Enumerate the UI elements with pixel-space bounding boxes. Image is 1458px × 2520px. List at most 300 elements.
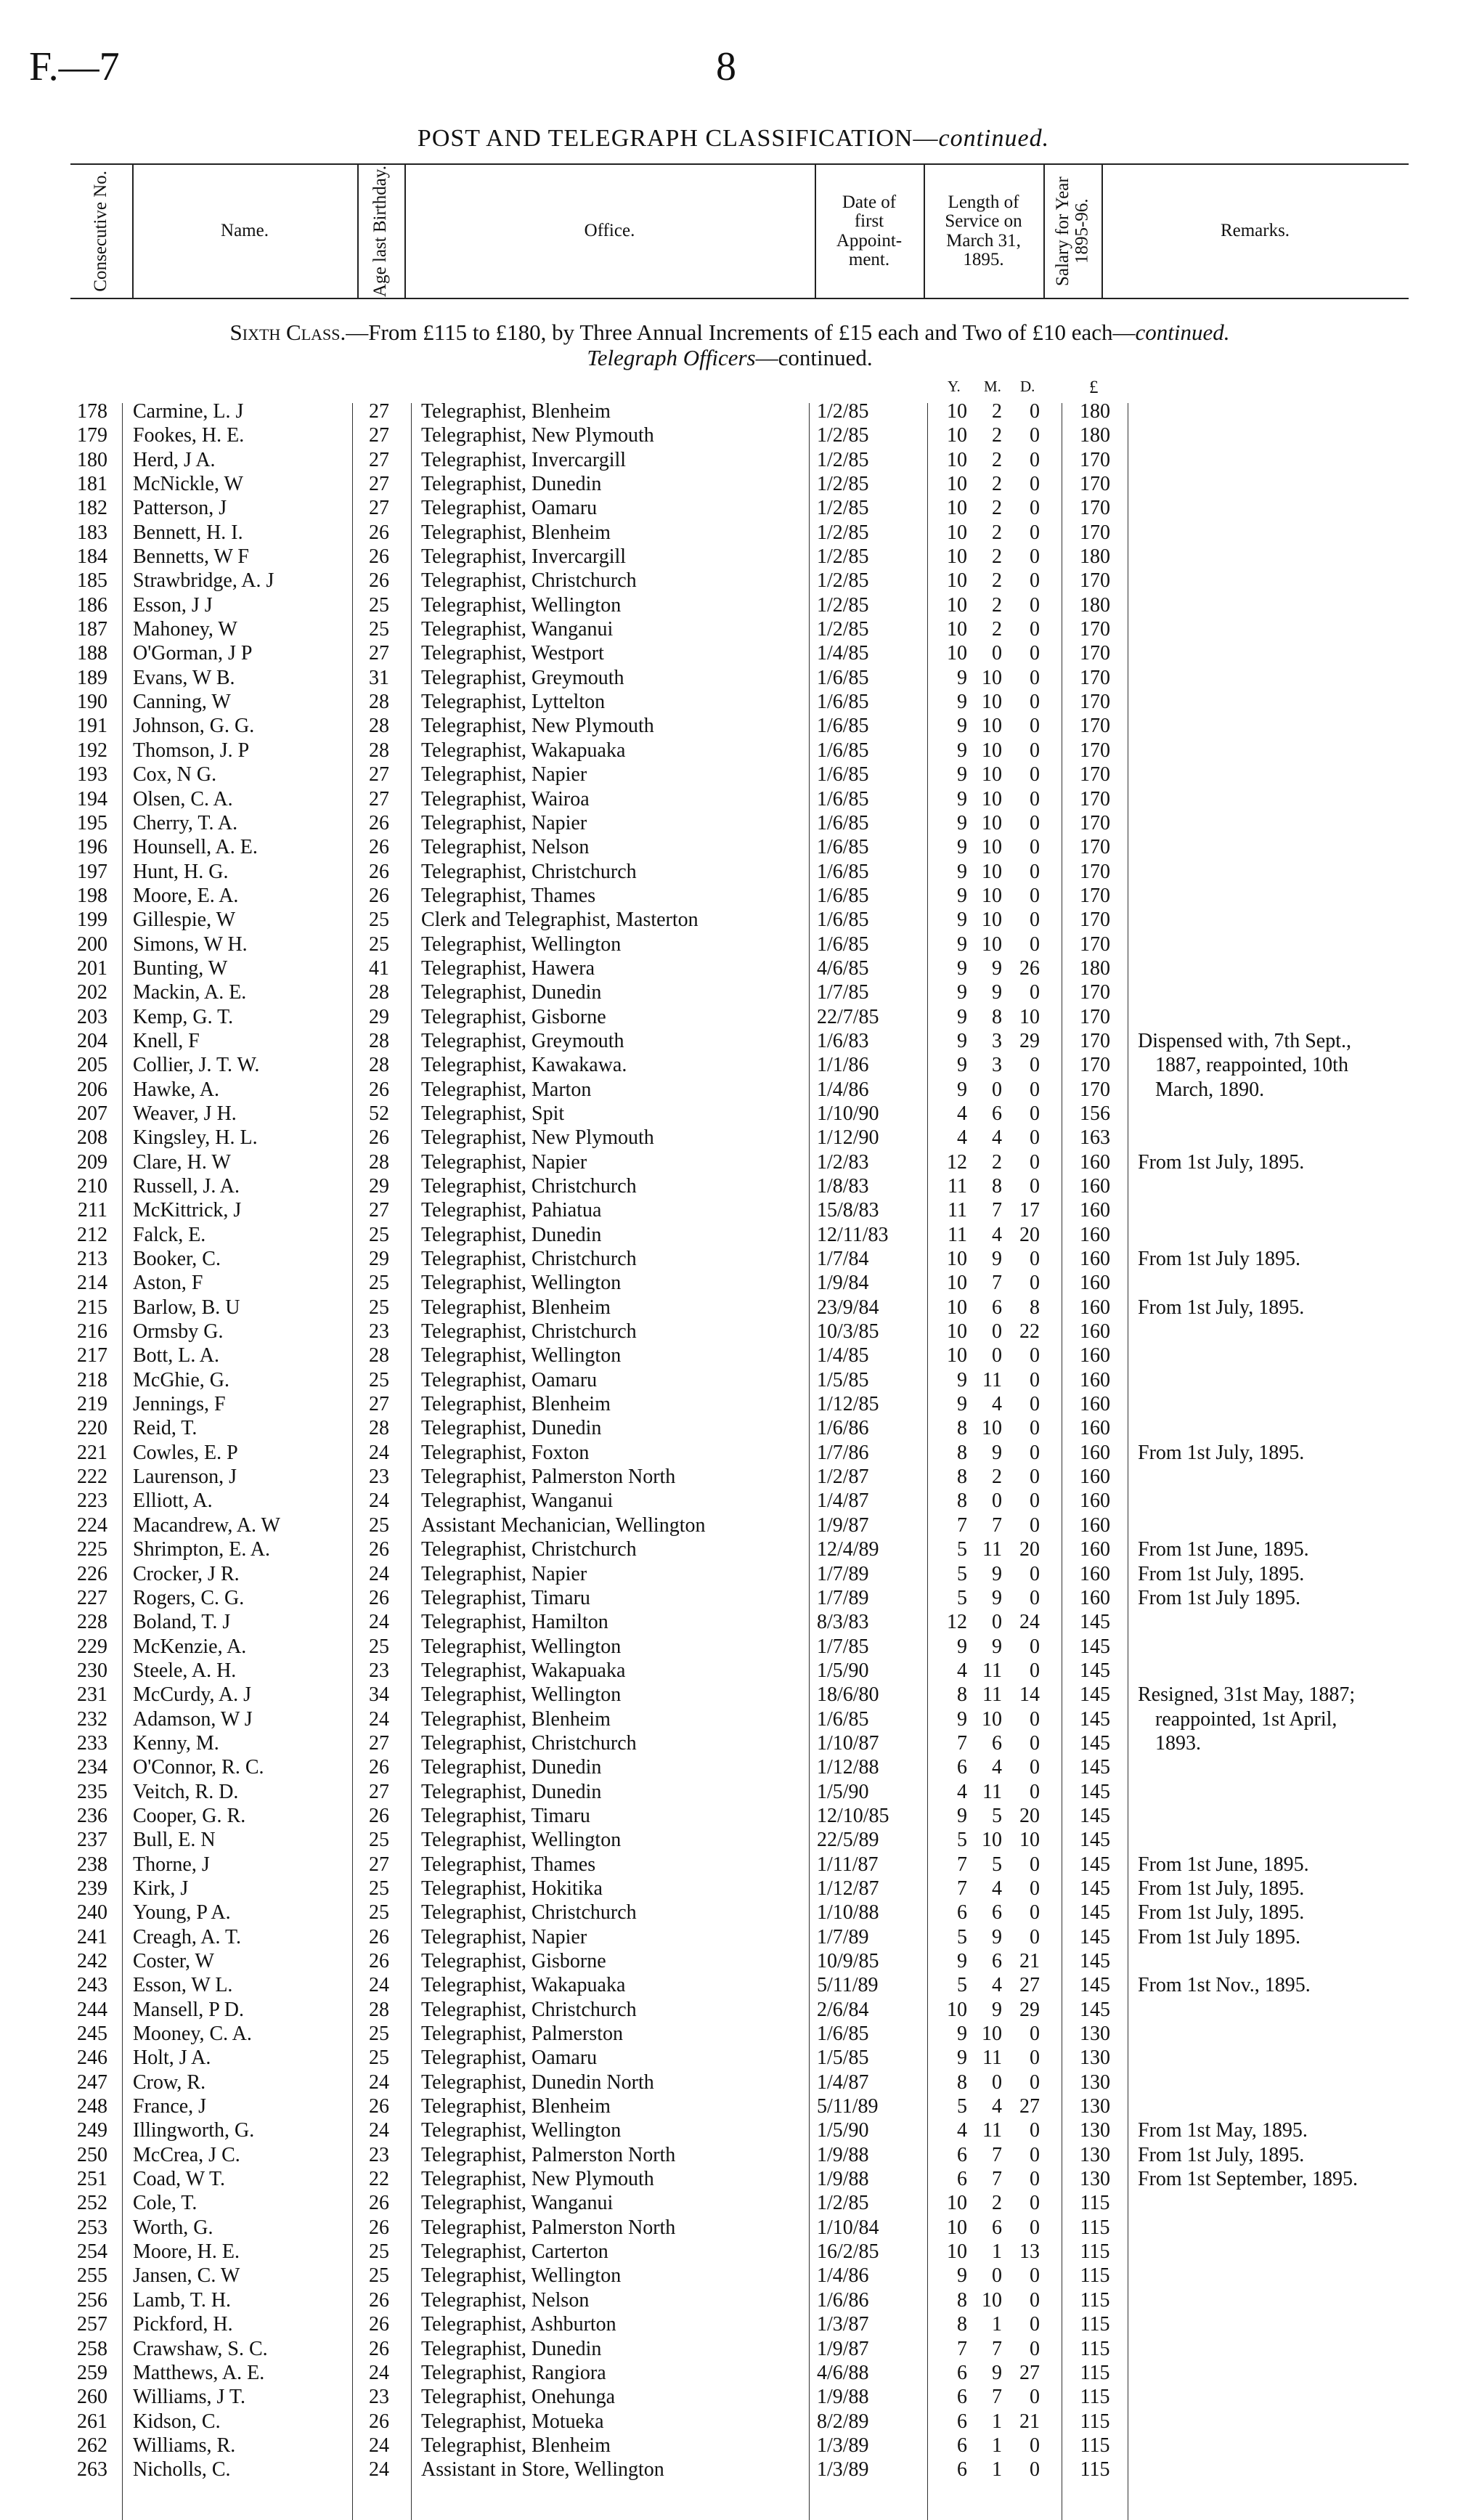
class-name: Sixth Class xyxy=(229,320,341,345)
table-row xyxy=(0,472,1458,496)
table-row xyxy=(0,2385,1458,2409)
office-title: Telegraphist, New Plymouth xyxy=(421,2168,654,2191)
appointment-date: 1/6/86 xyxy=(817,1417,869,1440)
remarks-text: From 1st July, 1895. xyxy=(1138,1150,1305,1174)
service-months: 2 xyxy=(992,1466,1002,1489)
appointment-date: 1/6/86 xyxy=(817,2288,869,2312)
consecutive-number: 180 xyxy=(77,448,107,471)
salary-amount: 170 xyxy=(1080,1029,1110,1052)
service-days: 20 xyxy=(1019,1223,1040,1246)
service-years: 8 xyxy=(957,2313,967,2336)
service-years: 6 xyxy=(957,2143,967,2166)
service-days: 0 xyxy=(1030,1489,1040,1513)
service-days: 0 xyxy=(1030,1586,1040,1609)
age-last-birthday: 24 xyxy=(369,2119,389,2142)
service-years: 10 xyxy=(947,400,967,423)
service-months: 11 xyxy=(982,1683,1002,1707)
consecutive-number: 237 xyxy=(77,1829,107,1852)
consecutive-number: 216 xyxy=(77,1320,107,1344)
service-years: 9 xyxy=(957,956,967,980)
office-title: Telegraphist, Rangiora xyxy=(421,2361,606,2384)
employee-name: France, J xyxy=(133,2095,207,2118)
table-row xyxy=(0,2143,1458,2167)
appointment-date: 1/2/85 xyxy=(817,473,869,496)
service-years: 9 xyxy=(957,2047,967,2070)
salary-amount: 130 xyxy=(1080,2023,1110,2046)
appointment-date: 1/2/85 xyxy=(817,618,869,641)
salary-amount: 160 xyxy=(1080,1368,1110,1391)
service-months: 10 xyxy=(982,909,1002,932)
service-months: 2 xyxy=(992,497,1002,520)
office-title: Telegraphist, Dunedin xyxy=(421,1417,602,1440)
office-title: Telegraphist, Motueka xyxy=(421,2410,604,2433)
consecutive-number: 245 xyxy=(77,2023,107,2046)
consecutive-number: 224 xyxy=(77,1513,107,1537)
appointment-date: 18/6/80 xyxy=(817,1683,879,1707)
salary-amount: 115 xyxy=(1080,2216,1110,2239)
service-days: 0 xyxy=(1030,1731,1040,1755)
table-row xyxy=(0,641,1458,665)
employee-name: Coad, W T. xyxy=(133,2168,226,2191)
table-row xyxy=(0,2410,1458,2434)
age-last-birthday: 25 xyxy=(369,1368,389,1391)
salary-amount: 180 xyxy=(1080,545,1110,569)
age-last-birthday: 26 xyxy=(369,1078,389,1101)
service-months: 9 xyxy=(992,2361,1002,2384)
age-last-birthday: 25 xyxy=(369,909,389,932)
office-title: Telegraphist, Timaru xyxy=(421,1804,590,1827)
appointment-date: 2/6/84 xyxy=(817,1998,869,2021)
service-months: 4 xyxy=(992,1393,1002,1416)
office-title: Telegraphist, Dunedin xyxy=(421,473,602,496)
page-number: 8 xyxy=(716,44,736,89)
appointment-date: 15/8/83 xyxy=(817,1199,879,1222)
age-last-birthday: 26 xyxy=(369,860,389,883)
table-row xyxy=(0,1610,1458,1634)
service-days: 0 xyxy=(1030,1102,1040,1125)
office-title: Telegraphist, Palmerston xyxy=(421,2023,623,2046)
service-years: 4 xyxy=(957,2119,967,2142)
employee-name: Kirk, J xyxy=(133,1877,189,1900)
age-last-birthday: 26 xyxy=(369,2410,389,2433)
office-title: Telegraphist, New Plymouth xyxy=(421,424,654,447)
appointment-date: 1/7/89 xyxy=(817,1925,869,1948)
remarks-text: From 1st June, 1895. xyxy=(1138,1538,1309,1561)
age-last-birthday: 28 xyxy=(369,739,389,762)
appointment-date: 1/5/90 xyxy=(817,1780,869,1803)
salary-amount: 160 xyxy=(1080,1489,1110,1513)
appointment-date: 1/2/85 xyxy=(817,448,869,471)
table-row xyxy=(0,521,1458,545)
service-days: 13 xyxy=(1019,2240,1040,2264)
service-years: 10 xyxy=(947,1248,967,1271)
consecutive-number: 263 xyxy=(77,2458,107,2482)
remarks-text: Resigned, 31st May, 1887; xyxy=(1138,1683,1356,1707)
office-title: Telegraphist, Blenheim xyxy=(421,1393,611,1416)
office-title: Telegraphist, Greymouth xyxy=(421,666,624,689)
salary-amount: 170 xyxy=(1080,811,1110,834)
service-days: 26 xyxy=(1019,956,1040,980)
office-title: Telegraphist, Wellington xyxy=(421,593,622,617)
unit-labels xyxy=(0,378,1458,399)
service-days: 0 xyxy=(1030,545,1040,569)
salary-amount: 115 xyxy=(1080,2288,1110,2312)
appointment-date: 1/6/85 xyxy=(817,691,869,714)
table-row xyxy=(0,617,1458,641)
consecutive-number: 253 xyxy=(77,2216,107,2239)
consecutive-number: 217 xyxy=(77,1344,107,1367)
appointment-date: 16/2/85 xyxy=(817,2240,879,2264)
appointment-date: 1/6/85 xyxy=(817,666,869,689)
service-years: 10 xyxy=(947,2216,967,2239)
consecutive-number: 191 xyxy=(77,715,107,738)
consecutive-number: 257 xyxy=(77,2313,107,2336)
service-years: 8 xyxy=(957,1683,967,1707)
service-months: 2 xyxy=(992,545,1002,569)
consecutive-number: 194 xyxy=(77,787,107,810)
age-last-birthday: 24 xyxy=(369,2070,389,2094)
employee-name: Moore, H. E. xyxy=(133,2240,240,2264)
salary-amount: 160 xyxy=(1080,1393,1110,1416)
age-last-birthday: 52 xyxy=(369,1102,389,1125)
employee-name: McCrea, J C. xyxy=(133,2143,240,2166)
service-years: 9 xyxy=(957,1368,967,1391)
service-months: 0 xyxy=(992,1078,1002,1101)
service-years: 9 xyxy=(957,1054,967,1077)
appointment-date: 1/4/87 xyxy=(817,2070,869,2094)
table-row xyxy=(0,1901,1458,1924)
service-months: 11 xyxy=(982,2119,1002,2142)
service-months: 10 xyxy=(982,763,1002,787)
service-months: 10 xyxy=(982,836,1002,859)
appointment-date: 1/8/83 xyxy=(817,1175,869,1198)
table-row xyxy=(0,1198,1458,1222)
service-months: 6 xyxy=(992,1296,1002,1319)
consecutive-number: 225 xyxy=(77,1538,107,1561)
office-title: Telegraphist, Christchurch xyxy=(421,1731,637,1755)
employee-name: Thorne, J xyxy=(133,1853,210,1876)
service-months: 1 xyxy=(992,2313,1002,2336)
service-years: 7 xyxy=(957,1731,967,1755)
table-header xyxy=(70,163,1409,299)
service-months: 0 xyxy=(992,1489,1002,1513)
salary-amount: 145 xyxy=(1080,1611,1110,1634)
salary-amount: 115 xyxy=(1080,2313,1110,2336)
unit-pounds: £ xyxy=(1089,378,1099,397)
salary-amount: 170 xyxy=(1080,448,1110,471)
age-last-birthday: 25 xyxy=(369,1635,389,1658)
appointment-date: 8/2/89 xyxy=(817,2410,869,2433)
employee-name: Kemp, G. T. xyxy=(133,1005,234,1028)
age-last-birthday: 27 xyxy=(369,1780,389,1803)
employee-name: Hawke, A. xyxy=(133,1078,219,1101)
age-last-birthday: 28 xyxy=(369,981,389,1004)
employee-name: Illingworth, G. xyxy=(133,2119,255,2142)
appointment-date: 1/6/85 xyxy=(817,932,869,956)
office-title: Telegraphist, Wakapuaka xyxy=(421,739,626,762)
age-last-birthday: 29 xyxy=(369,1005,389,1028)
remarks-text: From 1st Nov., 1895. xyxy=(1138,1974,1311,1997)
unit-years: Y. xyxy=(948,378,961,395)
office-title: Telegraphist, Palmerston North xyxy=(421,2143,676,2166)
age-last-birthday: 27 xyxy=(369,763,389,787)
age-last-birthday: 31 xyxy=(369,666,389,689)
employee-name: Bennetts, W F xyxy=(133,545,249,569)
appointment-date: 1/2/85 xyxy=(817,521,869,544)
consecutive-number: 207 xyxy=(77,1102,107,1125)
employee-name: Kidson, C. xyxy=(133,2410,221,2433)
staff-table-body xyxy=(0,399,1458,2482)
service-years: 11 xyxy=(948,1175,967,1198)
age-last-birthday: 22 xyxy=(369,2168,389,2191)
office-title: Telegraphist, Hawera xyxy=(421,956,595,980)
service-days: 0 xyxy=(1030,2047,1040,2070)
service-days: 0 xyxy=(1030,1078,1040,1101)
salary-amount: 145 xyxy=(1080,1756,1110,1779)
office-title: Telegraphist, Blenheim xyxy=(421,521,611,544)
appointment-date: 1/9/84 xyxy=(817,1272,869,1295)
age-last-birthday: 23 xyxy=(369,1466,389,1489)
service-months: 9 xyxy=(992,1248,1002,1271)
office-title: Telegraphist, Onehunga xyxy=(421,2386,616,2409)
employee-name: Laurenson, J xyxy=(133,1466,237,1489)
employee-name: Weaver, J H. xyxy=(133,1102,237,1125)
service-days: 0 xyxy=(1030,1635,1040,1658)
remarks-text: From 1st July 1895. xyxy=(1138,1586,1301,1609)
appointment-date: 1/10/87 xyxy=(817,1731,879,1755)
employee-name: Aston, F xyxy=(133,1272,203,1295)
age-last-birthday: 26 xyxy=(369,836,389,859)
service-years: 9 xyxy=(957,1005,967,1028)
consecutive-number: 250 xyxy=(77,2143,107,2166)
service-days: 29 xyxy=(1019,1029,1040,1052)
appointment-date: 12/10/85 xyxy=(817,1804,889,1827)
office-title: Telegraphist, Oamaru xyxy=(421,2047,598,2070)
table-row xyxy=(0,1513,1458,1537)
service-years: 9 xyxy=(957,1078,967,1101)
salary-amount: 130 xyxy=(1080,2095,1110,2118)
salary-amount: 170 xyxy=(1080,932,1110,956)
service-years: 9 xyxy=(957,836,967,859)
service-days: 0 xyxy=(1030,1466,1040,1489)
office-title: Telegraphist, Nelson xyxy=(421,836,590,859)
age-last-birthday: 25 xyxy=(369,1296,389,1319)
service-months: 10 xyxy=(982,1417,1002,1440)
consecutive-number: 178 xyxy=(77,400,107,423)
service-months: 4 xyxy=(992,1126,1002,1150)
page-title xyxy=(418,125,1049,153)
appointment-date: 12/4/89 xyxy=(817,1538,879,1561)
service-years: 9 xyxy=(957,811,967,834)
salary-amount: 160 xyxy=(1080,1513,1110,1537)
office-title: Telegraphist, Christchurch xyxy=(421,1538,637,1561)
age-last-birthday: 25 xyxy=(369,618,389,641)
age-last-birthday: 23 xyxy=(369,2143,389,2166)
service-months: 10 xyxy=(982,787,1002,810)
employee-name: McCurdy, A. J xyxy=(133,1683,252,1707)
salary-amount: 170 xyxy=(1080,618,1110,641)
employee-name: Williams, J T. xyxy=(133,2386,245,2409)
office-title: Telegraphist, Westport xyxy=(421,642,604,665)
salary-amount: 170 xyxy=(1080,473,1110,496)
remarks-text: From 1st July, 1895. xyxy=(1138,1877,1305,1900)
age-last-birthday: 23 xyxy=(369,1320,389,1344)
service-years: 4 xyxy=(957,1102,967,1125)
age-last-birthday: 25 xyxy=(369,1901,389,1924)
remarks-text: From 1st July, 1895. xyxy=(1138,1562,1305,1585)
office-title: Telegraphist, Christchurch xyxy=(421,1998,637,2021)
employee-name: Cole, T. xyxy=(133,2192,197,2215)
service-months: 4 xyxy=(992,1974,1002,1997)
service-years: 6 xyxy=(957,2458,967,2482)
service-months: 9 xyxy=(992,981,1002,1004)
employee-name: Crawshaw, S. C. xyxy=(133,2337,268,2360)
age-last-birthday: 28 xyxy=(369,1029,389,1052)
table-row xyxy=(0,2312,1458,2336)
consecutive-number: 205 xyxy=(77,1054,107,1077)
consecutive-number: 226 xyxy=(77,1562,107,1585)
employee-name: Kingsley, H. L. xyxy=(133,1126,258,1150)
consecutive-number: 230 xyxy=(77,1659,107,1682)
age-last-birthday: 24 xyxy=(369,1489,389,1513)
age-last-birthday: 26 xyxy=(369,545,389,569)
service-years: 10 xyxy=(947,2240,967,2264)
consecutive-number: 243 xyxy=(77,1974,107,1997)
employee-name: Simons, W H. xyxy=(133,932,248,956)
employee-name: Bull, E. N xyxy=(133,1829,216,1852)
service-days: 0 xyxy=(1030,473,1040,496)
office-title: Telegraphist, Dunedin xyxy=(421,2337,602,2360)
service-months: 6 xyxy=(992,1102,1002,1125)
employee-name: Mackin, A. E. xyxy=(133,981,247,1004)
service-months: 10 xyxy=(982,1707,1002,1731)
consecutive-number: 259 xyxy=(77,2361,107,2384)
consecutive-number: 187 xyxy=(77,618,107,641)
appointment-date: 1/12/90 xyxy=(817,1126,879,1150)
appointment-date: 1/2/83 xyxy=(817,1150,869,1174)
office-title: Telegraphist, Greymouth xyxy=(421,1029,624,1052)
class-description: .—From £115 to £180, by Three Annual Increments of £15 each and Two of £10 each— xyxy=(340,320,1136,345)
service-years: 6 xyxy=(957,1901,967,1924)
table-row xyxy=(0,2191,1458,2215)
service-years: 4 xyxy=(957,1659,967,1682)
service-months: 10 xyxy=(982,666,1002,689)
service-months: 9 xyxy=(992,1635,1002,1658)
appointment-date: 1/6/83 xyxy=(817,1029,869,1052)
service-months: 0 xyxy=(992,1320,1002,1344)
service-days: 10 xyxy=(1019,1829,1040,1852)
service-years: 10 xyxy=(947,521,967,544)
service-years: 6 xyxy=(957,2168,967,2191)
office-title: Telegraphist, Napier xyxy=(421,1925,587,1948)
age-last-birthday: 28 xyxy=(369,1998,389,2021)
service-years: 10 xyxy=(947,618,967,641)
consecutive-number: 182 xyxy=(77,497,107,520)
remarks-text: Dispensed with, 7th Sept., xyxy=(1138,1029,1351,1052)
service-years: 9 xyxy=(957,1804,967,1827)
consecutive-number: 248 xyxy=(77,2095,107,2118)
table-row xyxy=(0,2167,1458,2191)
service-years: 10 xyxy=(947,1998,967,2021)
consecutive-number: 218 xyxy=(77,1368,107,1391)
service-months: 11 xyxy=(982,2047,1002,2070)
service-days: 0 xyxy=(1030,1513,1040,1537)
consecutive-number: 183 xyxy=(77,521,107,544)
employee-name: McGhie, G. xyxy=(133,1368,229,1391)
service-months: 10 xyxy=(982,884,1002,907)
table-row xyxy=(0,835,1458,859)
appointment-date: 23/9/84 xyxy=(817,1296,879,1319)
appointment-date: 1/9/88 xyxy=(817,2143,869,2166)
table-row xyxy=(0,1925,1458,1949)
service-months: 7 xyxy=(992,1513,1002,1537)
service-months: 7 xyxy=(992,2143,1002,2166)
appointment-date: 1/9/88 xyxy=(817,2168,869,2191)
table-row xyxy=(0,811,1458,835)
service-years: 11 xyxy=(948,1199,967,1222)
table-row xyxy=(0,739,1458,763)
service-days: 0 xyxy=(1030,1707,1040,1731)
office-title: Telegraphist, Oamaru xyxy=(421,1368,598,1391)
service-months: 2 xyxy=(992,593,1002,617)
office-title: Telegraphist, Marton xyxy=(421,1078,592,1101)
service-months: 11 xyxy=(982,1538,1002,1561)
salary-amount: 163 xyxy=(1080,1126,1110,1150)
employee-name: Cooper, G. R. xyxy=(133,1804,246,1827)
office-title: Telegraphist, Blenheim xyxy=(421,400,611,423)
salary-amount: 130 xyxy=(1080,2070,1110,2094)
office-title: Telegraphist, Christchurch xyxy=(421,1248,637,1271)
service-years: 7 xyxy=(957,2337,967,2360)
salary-amount: 180 xyxy=(1080,424,1110,447)
appointment-date: 1/6/85 xyxy=(817,787,869,810)
salary-amount: 130 xyxy=(1080,2143,1110,2166)
service-days: 0 xyxy=(1030,2168,1040,2191)
service-days: 0 xyxy=(1030,1393,1040,1416)
consecutive-number: 254 xyxy=(77,2240,107,2264)
consecutive-number: 244 xyxy=(77,1998,107,2021)
appointment-date: 1/2/85 xyxy=(817,400,869,423)
service-months: 9 xyxy=(992,1586,1002,1609)
age-last-birthday: 27 xyxy=(369,448,389,471)
salary-amount: 145 xyxy=(1080,1804,1110,1827)
table-row xyxy=(0,1877,1458,1901)
age-last-birthday: 26 xyxy=(369,1538,389,1561)
office-title: Assistant Mechanician, Wellington xyxy=(421,1513,706,1537)
table-row xyxy=(0,2264,1458,2288)
salary-amount: 160 xyxy=(1080,1248,1110,1271)
office-title: Telegraphist, Blenheim xyxy=(421,1707,611,1731)
age-last-birthday: 28 xyxy=(369,1417,389,1440)
employee-name: Clare, H. W xyxy=(133,1150,231,1174)
service-years: 10 xyxy=(947,545,967,569)
salary-amount: 145 xyxy=(1080,1635,1110,1658)
appointment-date: 1/12/87 xyxy=(817,1877,879,1900)
employee-name: Bennett, H. I. xyxy=(133,521,243,544)
service-days: 0 xyxy=(1030,1925,1040,1948)
service-days: 0 xyxy=(1030,932,1040,956)
employee-name: Barlow, B. U xyxy=(133,1296,240,1319)
remarks-text: From 1st May, 1895. xyxy=(1138,2119,1308,2142)
employee-name: Adamson, W J xyxy=(133,1707,253,1731)
appointment-date: 1/2/85 xyxy=(817,2192,869,2215)
table-row xyxy=(0,860,1458,884)
appointment-date: 1/12/85 xyxy=(817,1393,879,1416)
office-title: Telegraphist, Hokitika xyxy=(421,1877,603,1900)
consecutive-number: 209 xyxy=(77,1150,107,1174)
consecutive-number: 204 xyxy=(77,1029,107,1052)
office-title: Telegraphist, Timaru xyxy=(421,1586,590,1609)
